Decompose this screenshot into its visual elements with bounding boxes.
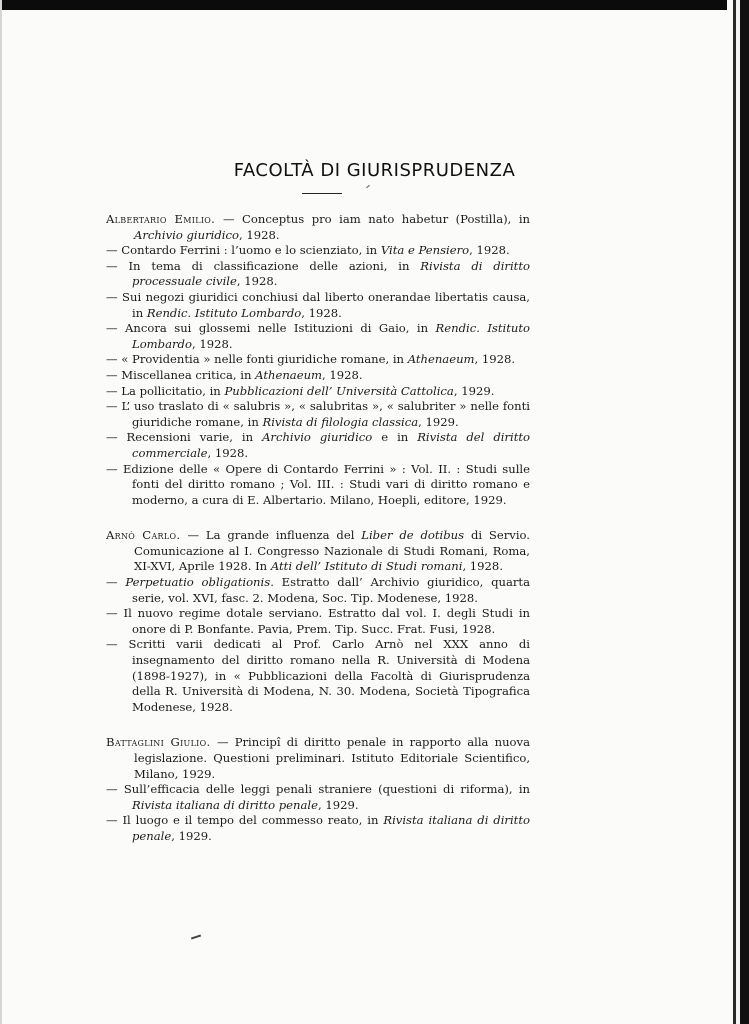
- bibliography-entry: — Sull’efficacia delle leggi penali straniere (questioni di riforma), in Rivista italiana di diritto penale, 1929.: [106, 782, 530, 812]
- bibliography-entry: — Ancora sui glossemi nelle Istituzioni di Gaio, in Rendic. Istituto Lombardo, 1928.: [106, 321, 530, 351]
- publication-title: Rivista di filologia classica: [262, 414, 419, 429]
- publication-title: Vita e Pensiero: [380, 243, 470, 258]
- publication-title: Athenaeum: [407, 352, 475, 367]
- publication-title: Rivista del diritto commerciale: [132, 430, 530, 460]
- author-entry: Battaglini Giulio. — Principî di diritto penale in rapporto alla nuova legislazione. Questioni preliminari. Istituto Editoriale Scientifico, Milano, 1929.: [106, 735, 530, 781]
- publication-title: Atti dell’ Istituto di Studi romani: [270, 559, 463, 574]
- publication-title: Archivio giuridico: [134, 227, 239, 242]
- publication-title: Rivista italiana di diritto penale: [132, 813, 530, 843]
- bibliography-entry: — Sui negozi giuridici conchiusi dal liberto onerandae libertatis causa, in Rendic. Istituto Lombardo, 1928.: [106, 289, 530, 320]
- author-section: [106, 528, 530, 715]
- publication-title: Rendic. Istituto Lombardo: [132, 321, 530, 351]
- author-name: Arnò Carlo.: [106, 528, 188, 543]
- publication-title: Rivista italiana di diritto penale: [132, 797, 318, 812]
- publication-title: Rendic. Istituto Lombardo: [146, 305, 302, 320]
- title-rule: [302, 193, 342, 194]
- pencil-mark: [191, 935, 201, 940]
- speck-mark: [366, 185, 370, 188]
- publication-title: Rivista di diritto processuale civile: [132, 258, 530, 289]
- author-entry: Arnò Carlo. — La grande influenza del Liber de dotibus di Servio. Comunicazione al I. Congresso Nazionale di Studi Romani, Roma, XI-XVI, Aprile 1928. In Atti dell’ Istituto di Studi romani, 1928.: [106, 528, 530, 574]
- publication-title: Pubblicazioni dell’ Università Cattolica: [224, 383, 454, 398]
- bibliography-entry: — Perpetuatio obligationis. Estratto dall’ Archivio giuridico, quarta serie, vol. XVI, fasc. 2. Modena, Soc. Tip. Modenese, 1928.: [106, 575, 530, 605]
- publication-title: Liber de dotibus: [361, 528, 465, 543]
- bibliography-entry: — La pollicitatio, in Pubblicazioni dell’ Università Cattolica, 1929.: [106, 383, 495, 398]
- scan-top-border: [0, 0, 749, 10]
- bibliography-entry: — Recensioni varie, in Archivio giuridico e in Rivista del diritto commerciale, 1928.: [106, 430, 530, 460]
- author-entry: Albertario Emilio. — Conceptus pro iam nato habetur (Postilla), in Archivio giuridico, 1928.: [106, 212, 531, 242]
- publication-title: Archivio giuridico: [262, 430, 373, 445]
- scan-left-edge: [0, 0, 2, 1024]
- bibliography-entry: — Scritti varii dedicati al Prof. Carlo Arnò nel XXX anno di insegnamento del diritto romano nella R. Università di Modena (1898-1927), in « Pubblicazioni della Facoltà di Giurisprudenza della R. Università di Modena, N. 30. Modena, Società Tipografica Modenese, 1928.: [106, 637, 530, 714]
- author-section: [106, 212, 530, 508]
- bibliography-entry: — Edizione delle « Opere di Contardo Ferrini » : Vol. II. : Studi sulle fonti del diritto romano ; Vol. III. : Studi vari di diritto romano e moderno, a cura di E. Albertario. Milano, Hoepli, editore, 1929.: [106, 461, 530, 507]
- author-section: [106, 735, 530, 844]
- publication-title: Athenaeum: [255, 367, 323, 382]
- bibliography-entry: — L’ uso traslato di « salubris », « salubritas », « salubriter » nelle fonti giuridiche romane, in Rivista di filologia classica, 1929.: [106, 399, 530, 429]
- publication-title: Perpetuatio obligationis: [125, 575, 271, 590]
- scan-right-border: [727, 0, 749, 1024]
- bibliography-entry: — Il nuovo regime dotale serviano. Estratto dal vol. I. degli Studi in onore di P. Bonfante. Pavia, Prem. Tip. Succ. Frat. Fusi, 1928.: [106, 606, 530, 636]
- author-name: Battaglini Giulio.: [106, 735, 217, 750]
- author-name: Albertario Emilio.: [106, 212, 223, 226]
- page-title: FACOLTÀ DI GIURISPRUDENZA: [233, 160, 516, 181]
- bibliography-entry: — In tema di classificazione delle azioni, in Rivista di diritto processuale civile, 1928.: [106, 258, 530, 289]
- bibliography-entry: — Il luogo e il tempo del commesso reato, in Rivista italiana di diritto penale, 1929.: [106, 813, 530, 843]
- bibliography: [106, 212, 530, 865]
- bibliography-entry: — Contardo Ferrini : l’uomo e lo scienziato, in Vita e Pensiero, 1928.: [106, 243, 510, 258]
- bibliography-entry: — Miscellanea critica, in Athenaeum, 1928.: [106, 367, 363, 382]
- bibliography-entry: — « Providentia » nelle fonti giuridiche romane, in Athenaeum, 1928.: [106, 352, 516, 367]
